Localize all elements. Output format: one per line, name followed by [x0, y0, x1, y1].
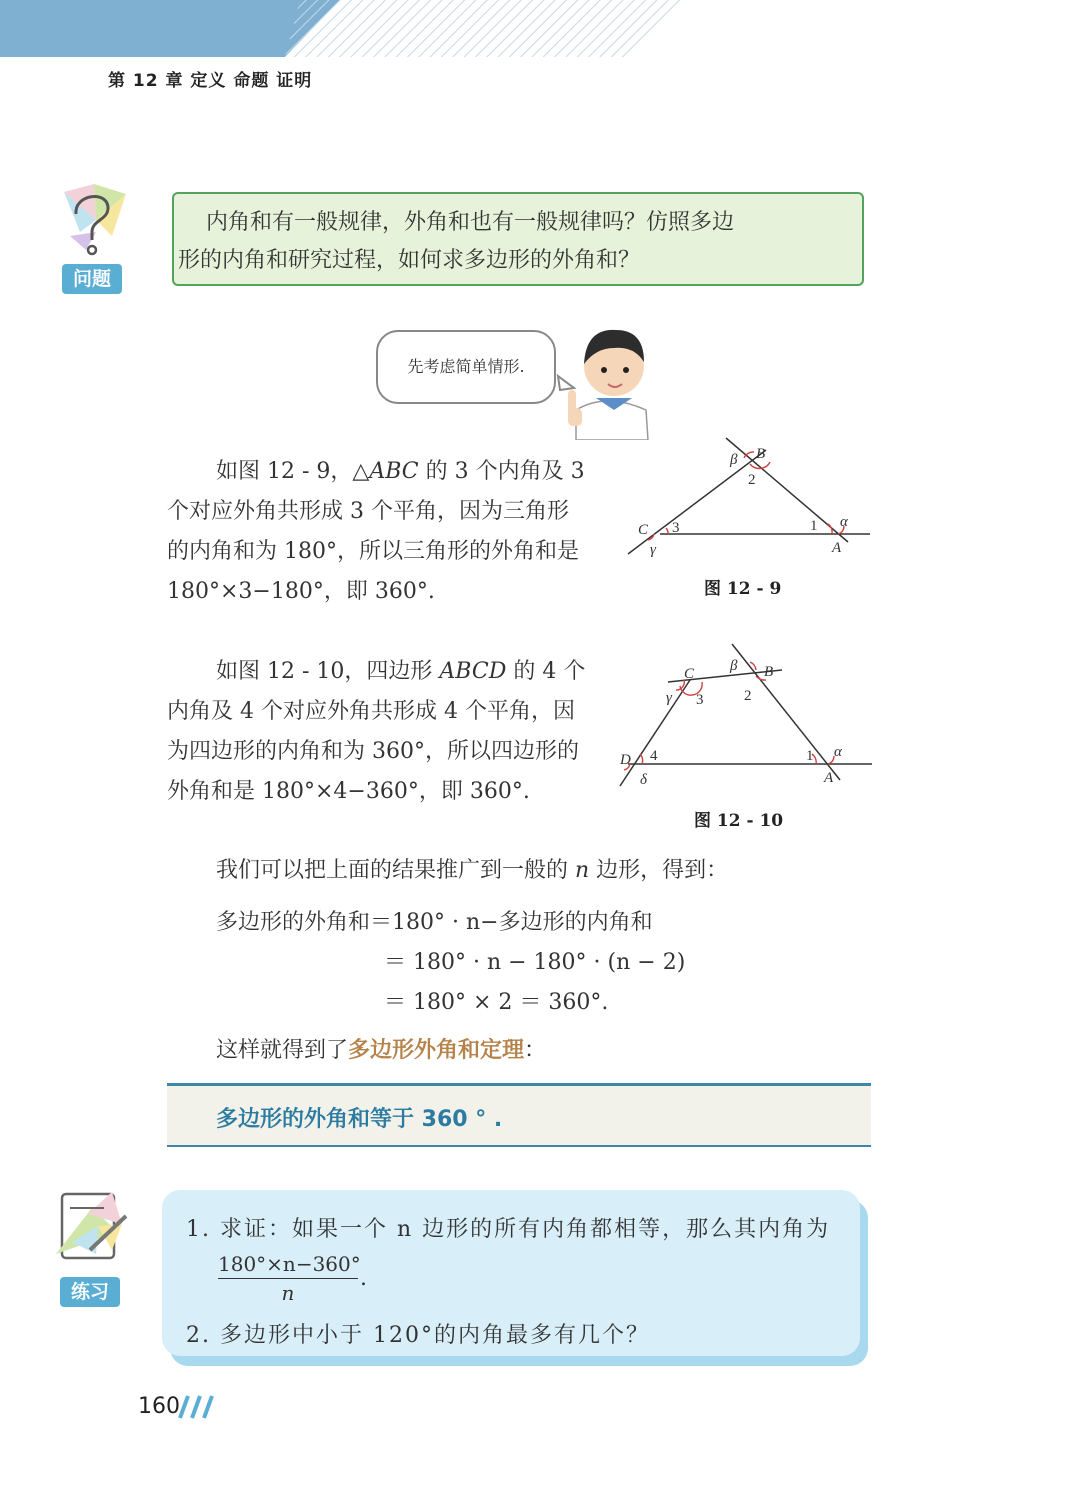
- question-line-2: 形的内角和研究过程，如何求多边形的外角和？: [178, 248, 641, 273]
- theorem-statement: 多边形的外角和等于 360 ° .: [216, 1107, 503, 1132]
- para2-line-3: 为四边形的内角和为 360°，所以四边形的: [167, 739, 579, 764]
- theorem-intro: [216, 1031, 546, 1071]
- chapter-title: 第 12 章 定义 命题 证明: [108, 71, 313, 91]
- para1-line-3: 的内角和为 180°，所以三角形的外角和是: [167, 539, 579, 564]
- para2-line-4: 外角和是 180°×4−360°，即 360°.: [167, 779, 530, 804]
- speech-bubble: 先考虑简单情形.: [376, 330, 556, 404]
- figure-12-10-caption: 图 12 - 10: [694, 811, 784, 831]
- theorem-intro-colon: ：: [524, 1038, 547, 1063]
- fig2-label-2: 2: [744, 688, 752, 704]
- para2-text-c: 的 4 个: [506, 659, 586, 684]
- fig2-label-beta: β: [730, 658, 738, 674]
- para1-line-2: 个对应外角共形成 3 个平角，因为三角形: [167, 499, 569, 524]
- header-band: [0, 0, 1082, 60]
- fig2-label-b: B: [764, 664, 774, 680]
- para2-line-1: [216, 652, 585, 692]
- para1-line-4: 180°×3−180°，即 360°.: [167, 579, 435, 604]
- fig1-label-3: 3: [672, 520, 680, 536]
- fig1-label-alpha: α: [840, 514, 848, 530]
- derivation-line-2: ＝ 180° · n − 180° · (n − 2): [384, 950, 686, 975]
- fig1-label-a: A: [832, 540, 842, 556]
- theorem-intro-text: 这样就得到了: [216, 1038, 349, 1063]
- fig2-label-a: A: [824, 770, 834, 786]
- fig2-label-c: C: [684, 666, 695, 682]
- exercise-q1: 1. 求证：如果一个 n 边形的所有内角都相等，那么其内角为: [186, 1217, 831, 1242]
- page-number-slashes: [176, 1394, 216, 1420]
- fig1-label-2: 2: [748, 472, 756, 488]
- generalize-line: [216, 851, 728, 891]
- para2-line-2: 内角及 4 个对应外角共形成 4 个平角，因: [167, 699, 575, 724]
- question-badge: 问题: [62, 264, 122, 294]
- boy-illustration: [546, 310, 666, 440]
- fig2-line-cd: [620, 680, 690, 786]
- figure-12-9: [620, 430, 880, 570]
- generalize-text-a: 我们可以把上面的结果推广到一般的: [216, 858, 575, 883]
- fraction-numerator: 180°×n−360°: [218, 1252, 358, 1279]
- question-line-1: 内角和有一般规律，外角和也有一般规律吗？仿照多边: [206, 210, 735, 235]
- exercise-q2: 2. 多边形中小于 120°的内角最多有几个？: [186, 1323, 650, 1348]
- exercise-q1-period: .: [360, 1266, 369, 1291]
- fig1-line-cb: [628, 450, 766, 554]
- fig2-label-4: 4: [650, 748, 658, 764]
- para2-text-a: 如图 12 - 10，四边形: [216, 659, 440, 684]
- fraction-denominator: n: [281, 1281, 295, 1305]
- para1-text-a: 如图 12 - 9，: [216, 459, 353, 484]
- derivation-line-1: 多边形的外角和＝180° · n−多边形的内角和: [216, 910, 653, 935]
- fig2-line-ba: [732, 644, 840, 780]
- fig1-label-beta: β: [730, 452, 738, 468]
- fig2-label-alpha: α: [834, 744, 842, 760]
- fig1-label-1: 1: [810, 518, 818, 534]
- generalize-n: n: [575, 858, 590, 883]
- fig2-label-delta: δ: [640, 772, 647, 788]
- derivation-line-3: ＝ 180° × 2 ＝ 360°.: [384, 990, 609, 1015]
- exercise-badge: 练习: [60, 1277, 120, 1307]
- para2-quad-abcd: ABCD: [439, 659, 507, 684]
- page-number: 160: [138, 1394, 180, 1419]
- fig2-label-1: 1: [806, 748, 814, 764]
- fig2-label-gamma: γ: [666, 690, 672, 706]
- para1-line-1: [216, 452, 585, 492]
- question-box: [172, 192, 864, 286]
- figure-12-10: [606, 636, 876, 796]
- fig2-label-3: 3: [696, 692, 704, 708]
- fig1-label-gamma: γ: [650, 542, 656, 558]
- figure-12-9-caption: 图 12 - 9: [704, 579, 782, 599]
- question-icon: [56, 180, 130, 262]
- generalize-text-b: 边形，得到：: [589, 858, 729, 883]
- fig1-label-b: B: [756, 446, 766, 462]
- theorem-name: 多边形外角和定理: [348, 1038, 525, 1063]
- fig2-label-d: D: [620, 752, 631, 768]
- exercise-q1-fraction: [218, 1252, 361, 1305]
- para1-text-c: 的 3 个内角及 3: [418, 459, 585, 484]
- fig1-label-c: C: [638, 522, 649, 538]
- para1-triangle-abc: △ABC: [352, 459, 419, 484]
- exercise-icon: [52, 1184, 132, 1270]
